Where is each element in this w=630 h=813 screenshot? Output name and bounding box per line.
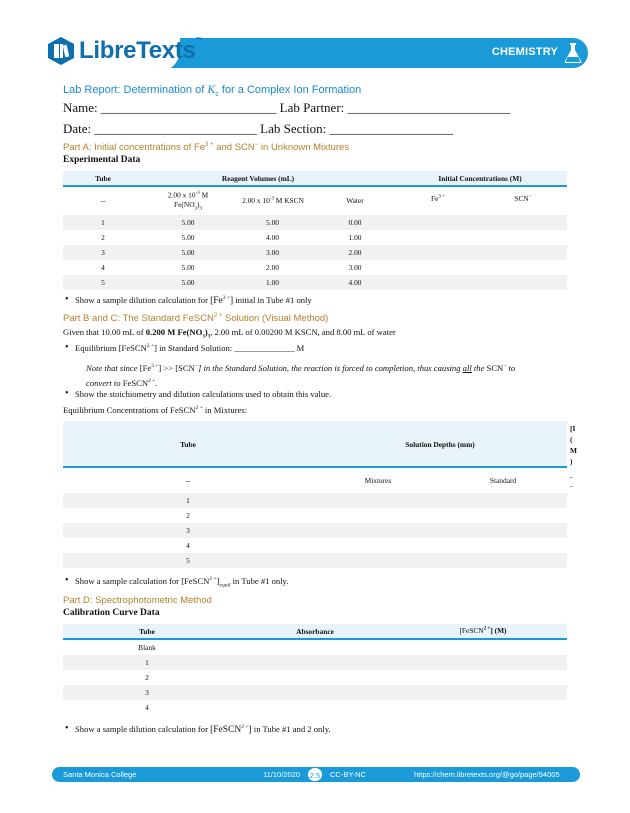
sub-header-row: [63, 473, 567, 488]
overflow-dashes: - -: [570, 472, 573, 490]
cell-water: 4.00: [348, 278, 362, 287]
table-row: [63, 685, 567, 700]
part-bc-heading: Part B and C: The Standard FeSCN$^{2 +}$ Solution (Visual Method): [63, 313, 329, 325]
cell-tube: Blank: [138, 643, 156, 652]
sub-fe-nitrate: 2.00 x $10^{-3}$ M $Fe(NO_3)_3$: [167, 190, 209, 212]
cell-kscn: 1.00: [266, 278, 279, 287]
equilibrium-standard-bullet: • Equilibrium [FeSCN$^{2 +}$] in Standard Solution: ______________ M: [75, 343, 304, 353]
logo-text: LibreTexts™: [79, 37, 203, 64]
cell-tube: 2: [101, 233, 105, 242]
date-line: Date: _________________________ Lab Section: ___________________: [63, 121, 453, 136]
lab-partner-field[interactable]: _________________________: [347, 100, 511, 115]
cell-tube: 3: [145, 688, 149, 697]
table-header: [63, 624, 567, 640]
cell-water: 3.00: [348, 263, 362, 272]
col-fescn-concentration: [FeSCN$^{2 +}$] (M): [459, 626, 507, 635]
name-line: Name: ___________________________ Lab Partner: _________________________: [63, 100, 511, 115]
flask-icon: [564, 42, 582, 64]
cell-tube: 4: [186, 541, 190, 550]
subject-label[interactable]: CHEMISTRY: [491, 46, 558, 58]
sub-scn: SCN−: [514, 194, 532, 203]
col-tube: Tube: [139, 627, 155, 636]
part-d-bullet: • Show a sample dilution calculation for [FeSCN$^{2 +}$] in Tube #1 and 2 only.: [75, 724, 331, 735]
equilibrium-concentrations-label: Equilibrium Concentrations of FeSCN$^{2 +}$ in Mixtures:: [63, 405, 248, 415]
cell-tube: 2: [186, 511, 190, 520]
cell-tube: 1: [101, 218, 105, 227]
table-row: [63, 508, 567, 523]
page-title: Lab Report: Determination of $K_c$ for a Complex Ion Formation: [63, 82, 362, 99]
name-field[interactable]: ___________________________: [100, 100, 277, 115]
sub-dash: --: [185, 476, 191, 485]
cell-kscn: 2.00: [266, 263, 279, 272]
table-row: [63, 215, 567, 230]
sub-standard: Standard: [489, 476, 517, 485]
footer-license: CC-BY-NC: [330, 770, 366, 779]
part-a-subheading: Experimental Data: [63, 155, 141, 165]
given-statement: Given that 10.00 mL of 0.200 M $Fe(NO_3)_3$, 2.00 mL of 0.00200 M KSCN, and 8.00 mL of water: [63, 327, 396, 340]
page-number-badge: 2.5: [307, 767, 323, 782]
cell-tube: 4: [101, 263, 105, 272]
col-reagent-volumes: Reagent Volumes (mL): [221, 174, 295, 183]
part-d-subheading: Calibration Curve Data: [63, 608, 160, 618]
table-header: [63, 171, 567, 187]
table-row: [63, 655, 567, 670]
sub-fe3: $Fe^{3 +}$: [431, 194, 445, 203]
table-row: [63, 245, 567, 260]
cell-fe: 5.00: [181, 263, 195, 272]
table-row: [63, 230, 567, 245]
stoichiometry-bullet: • Show the stoichiometry and dilution calculations used to obtain this value.: [75, 389, 331, 399]
note-text: Note that since $[Fe^{3 +}] >> [SCN^-]$ in the Standard Solution, the reaction is forced to completion, thus causing all the SCN− to convert to FeSCN$^{2 +}$.: [86, 362, 516, 388]
part-bc-sample-bullet: • Show a sample calculation for $[FeSCN^{2 +}]_{equil}$ in Tube #1 only.: [75, 576, 288, 589]
cell-tube: 3: [186, 526, 190, 535]
cell-water: 2.00: [348, 248, 362, 257]
table-header: [63, 421, 567, 468]
part-d-heading: Part D: Spectrophotometric Method: [63, 595, 212, 606]
footer-url[interactable]: https://chem.libretexts.org/@go/page/94005: [414, 770, 560, 779]
table-row: [63, 700, 567, 715]
cell-fe: 5.00: [181, 218, 195, 227]
date-field[interactable]: _________________________: [94, 121, 257, 136]
col-solution-depths: Solution Depths (mm): [405, 440, 475, 449]
cell-water: 0.00: [348, 218, 362, 227]
sub-water: Water: [346, 196, 364, 205]
cell-tube: 5: [186, 556, 190, 565]
lab-section-field[interactable]: ___________________: [329, 121, 453, 136]
cell-tube: 5: [101, 278, 105, 287]
libretexts-logo[interactable]: [46, 36, 202, 66]
cell-fe: 5.00: [181, 233, 195, 242]
part-a-heading: Part A: Initial concentrations of $Fe^{3 +}$ and SCN− in Unknown Mixtures: [63, 142, 350, 154]
sub-kscn: 2.00 x $10^{-3}$ M KSCN: [242, 196, 304, 205]
col-tube: Tube: [95, 174, 111, 183]
table-row: [63, 538, 567, 553]
footer-date: 11/10/2020: [263, 770, 300, 779]
table-row: [63, 275, 567, 290]
cell-kscn: 3.00: [266, 248, 279, 257]
table-row: [63, 493, 567, 508]
footer-college: Santa Monica College: [63, 770, 137, 779]
cell-fe: 5.00: [181, 278, 195, 287]
table-row: [63, 553, 567, 568]
libretexts-book-icon: [46, 36, 76, 66]
cell-tube: 3: [101, 248, 105, 257]
cell-kscn: 4.00: [266, 233, 279, 242]
sub-mixtures: Mixtures: [364, 476, 392, 485]
cell-water: 1.00: [348, 233, 362, 242]
col-overflow-label: [I ( M ): [570, 424, 577, 466]
cell-fe: 5.00: [181, 248, 195, 257]
table-row: [63, 523, 567, 538]
cell-kscn: 5.00: [266, 218, 279, 227]
col-absorbance: Absorbance: [296, 627, 334, 636]
cell-tube: 1: [186, 496, 190, 505]
part-a-bullet: • Show a sample dilution calculation for $[Fe^{3 +}]$ initial in Tube #1 only: [75, 295, 312, 306]
col-initial-concentrations: Initial Concentrations (M): [438, 174, 522, 183]
cell-tube: 1: [145, 658, 149, 667]
col-tube: Tube: [180, 440, 196, 449]
table-row: [63, 640, 567, 655]
sub-dash: --: [100, 196, 106, 205]
table-row: [63, 260, 567, 275]
cell-tube: 4: [145, 703, 149, 712]
cell-tube: 2: [145, 673, 149, 682]
table-row: [63, 670, 567, 685]
sub-header-row: [63, 187, 567, 213]
